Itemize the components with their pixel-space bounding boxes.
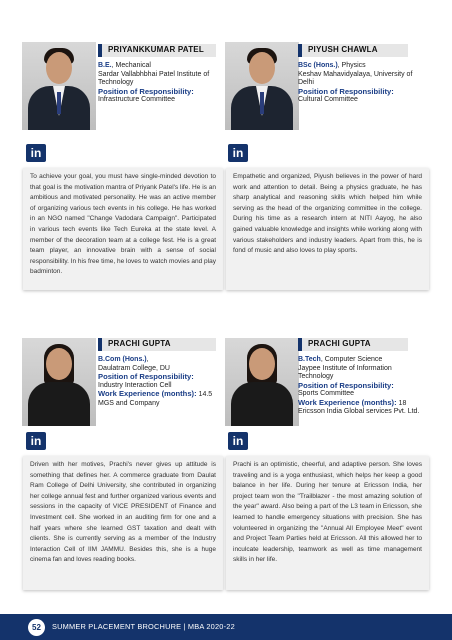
- name-banner: [98, 44, 216, 57]
- position-label: Position of Responsibility:: [98, 372, 194, 381]
- profile-photo: [22, 338, 96, 426]
- field: ,: [146, 356, 149, 363]
- work-months: 18: [396, 399, 407, 407]
- person-info: [98, 62, 218, 105]
- institute-line: Technology: [98, 79, 134, 86]
- institute-line: Technology: [298, 373, 334, 380]
- institute-line: Delhi: [298, 79, 314, 86]
- degree: B.Com (Hons.): [98, 356, 147, 363]
- institute-line: Keshav Mahavidyalaya, University of: [298, 70, 413, 78]
- institute-line: Sardar Vallabhbhai Patel Institute of: [98, 70, 210, 78]
- work-label: Work Experience (months):: [298, 397, 397, 407]
- person-info: [298, 356, 438, 417]
- page-number: 52: [28, 619, 45, 636]
- name-banner: [98, 338, 216, 351]
- company: Ericsson India Global services Pvt. Ltd.: [298, 408, 420, 415]
- name-banner: [298, 338, 408, 351]
- footer-title: SUMMER PLACEMENT BROCHURE | MBA 2020-22: [52, 622, 235, 631]
- person-info: [298, 62, 428, 105]
- field: , Physics: [337, 62, 366, 69]
- work-months: 14.5: [196, 391, 213, 398]
- degree: B.Tech: [298, 356, 321, 363]
- name-banner: [298, 44, 408, 57]
- person-name: PRIYANKKUMAR PATEL: [108, 45, 204, 54]
- position-value: Industry Interaction Cell: [98, 381, 172, 389]
- person-name: PRACHI GUPTA: [108, 339, 171, 348]
- position-label: Position of Responsibility:: [98, 86, 194, 96]
- profile-photo: [225, 338, 299, 426]
- person-name: PIYUSH CHAWLA: [308, 45, 378, 54]
- description-box: To achieve your goal, you must have single-minded devotion to that goal is the motivation mantra of Priyank Patel's life. He is an ambitious and motivated personality. He was an active member of organizing various tech events in his college. He has worked in an NGO named "Change Vadodara Campaign". Participated in various tech events like Tech Eureka at the state level. A member of the decoration team at a college fest. He is a great team player, an innovative brain with a sense of social responsibility. In his free time, he loves to watch movies and play badminton.: [23, 168, 223, 290]
- position-value: Sports Committee: [298, 390, 355, 397]
- position-label: Position of Responsibility:: [298, 86, 394, 96]
- person-info: [98, 356, 223, 408]
- field: , Computer Science: [320, 356, 383, 363]
- linkedin-icon[interactable]: in: [26, 144, 46, 162]
- degree: B.E.: [98, 62, 112, 69]
- institute-line: Jaypee Institute of Information: [298, 364, 392, 372]
- page-footer: [0, 614, 452, 640]
- linkedin-icon[interactable]: in: [26, 432, 46, 450]
- linkedin-icon[interactable]: in: [228, 144, 248, 162]
- person-name: PRACHI GUPTA: [308, 339, 371, 348]
- description-box: Prachi is an optimistic, cheerful, and adaptive person. She loves traveling and is a yoga enthusiast, which helps her keep a good balance in her life. During her tenure at Ericsson India, her project team won the "Trailblazer - the most amazing solution of the year" award. Also being a part of the L3 team in Ericsson, she learned to handle emergency situations with precision. She has volunteered in organizing the "Annual All Employee Meet" event and Project Team Parties held at Ericsson. All this allowed her to inculcate leadership, teamwork as well as time management skills in her life.: [226, 456, 429, 590]
- description-box: Driven with her motives, Prachi's never gives up attitude is something that defines her. A commerce graduate from Daulat Ram College of Delhi University, she contributed in organizing her college annual fest and further organized various events and sessions in the capacity of VICE PRESIDENT of Finance and Investment cell. She worked in an auditing firm for one and a half years where she learned GST taxation and dealt with clients. She is currently serving as a member of the Industry Interaction Cell of IIM JAMMU. Besides this, she is a huge cinema fan and loves reading books.: [23, 456, 223, 590]
- company: MGS and Company: [98, 399, 160, 407]
- field: , Mechanical: [111, 62, 151, 69]
- profile-photo: [225, 42, 299, 130]
- degree: BSc (Hons.): [298, 62, 338, 69]
- linkedin-icon[interactable]: in: [228, 432, 248, 450]
- institute-line: Daulatram College, DU: [98, 364, 170, 372]
- description-box: Empathetic and organized, Piyush believes in the power of hard work and attention to detail. Being a physics graduate, he has sharp analytical and reasoning skills which helped him while serving as the head of the organizing committee in the college. During his time as a research intern at NITI Aayog, he also gained valuable knowledge and insights while working along with various stakeholders and industry leaders. Apart from this, he is fond of music and also loves to play sports.: [226, 168, 429, 290]
- position-label: Position of Responsibility:: [298, 380, 394, 390]
- position-value: Cultural Committee: [298, 96, 358, 103]
- profile-photo: [22, 42, 96, 130]
- position-value: Infrastructure Committee: [98, 96, 176, 103]
- work-label: Work Experience (months):: [98, 389, 197, 398]
